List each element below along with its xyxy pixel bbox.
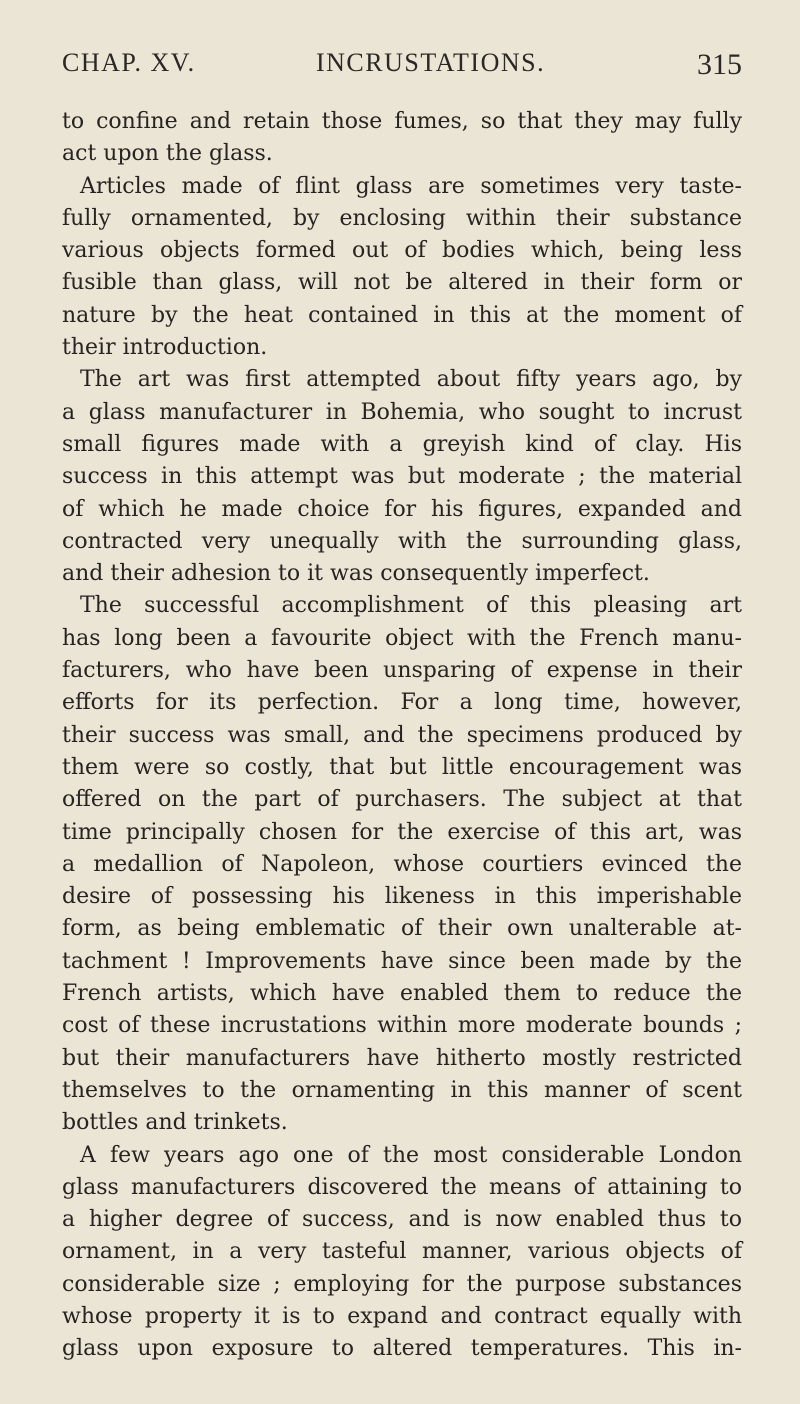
text-line: small figures made with a greyish kind of clay. His [62,431,742,457]
text-line: whose property it is to expand and contract equally with [62,1303,742,1329]
text-line: A few years ago one of the most considerable London [80,1142,742,1168]
text-line: fully ornamented, by enclosing within their substance [62,205,742,231]
text-line: but their manufacturers have hitherto mostly restricted [62,1045,742,1071]
text-line: glass manufacturers discovered the means of attaining to [62,1174,742,1200]
text-line: offered on the part of purchasers. The subject at that [62,787,742,813]
chapter-label: CHAP. XV. [62,48,196,77]
text-line: success in this attempt was but moderate ; the material [62,464,742,490]
text-line: The successful accomplishment of this pleasing art [80,593,742,619]
text-line: a glass manufacturer in Bohemia, who sought to incrust [62,399,742,425]
chapter-title: INCRUSTATIONS. [316,48,546,77]
text-line: tachment ! Improvements have since been made by the [62,948,742,974]
text-line: to confine and retain those fumes, so that they may fully [62,109,742,134]
text-line: themselves to the ornamenting in this manner of scent [62,1077,742,1103]
text-line: a medallion of Napoleon, whose courtiers evinced the [62,851,742,877]
running-head [62,48,742,88]
text-line: contracted very unequally with the surrounding glass, [62,528,742,554]
text-line: The art was first attempted about fifty years ago, by [80,367,742,393]
text-line: their success was small, and the specimens produced by [62,722,742,748]
text-line: considerable size ; employing for the purpose substances [62,1271,742,1297]
text-line: ornament, in a very tasteful manner, various objects of [62,1239,742,1265]
text-line: French artists, which have enabled them to reduce the [62,981,742,1007]
text-line: glass upon exposure to altered temperatures. This in- [62,1336,742,1362]
text-line: a higher degree of success, and is now enabled thus to [62,1207,742,1233]
text-line: time principally chosen for the exercise of this art, was [62,819,742,845]
text-line: form, as being emblematic of their own unalterable at- [62,916,742,942]
text-line: efforts for its perfection. For a long time, however, [62,690,742,716]
text-line: their introduction. [62,335,268,361]
text-line: act upon the glass. [62,141,273,167]
text-line: and their adhesion to it was consequently imperfect. [62,561,650,587]
text-line: them were so costly, that but little encouragement was [62,754,742,780]
text-line: various objects formed out of bodies which, being less [62,238,742,264]
text-line: has long been a favourite object with the French manu- [62,625,742,651]
text-line: nature by the heat contained in this at the moment of [62,302,742,328]
text-line: desire of possessing his likeness in this imperishable [62,884,742,910]
text-line: of which he made choice for his figures, expanded and [62,496,742,522]
text-line: Articles made of flint glass are sometimes very taste- [80,173,742,199]
body-text [62,106,742,1366]
text-line: fusible than glass, will not be altered in their form or [62,270,742,296]
page-number: 315 [697,48,742,81]
text-line: facturers, who have been unsparing of expense in their [62,658,742,684]
text-line: bottles and trinkets. [62,1110,288,1136]
text-line: cost of these incrustations within more moderate bounds ; [62,1013,742,1039]
